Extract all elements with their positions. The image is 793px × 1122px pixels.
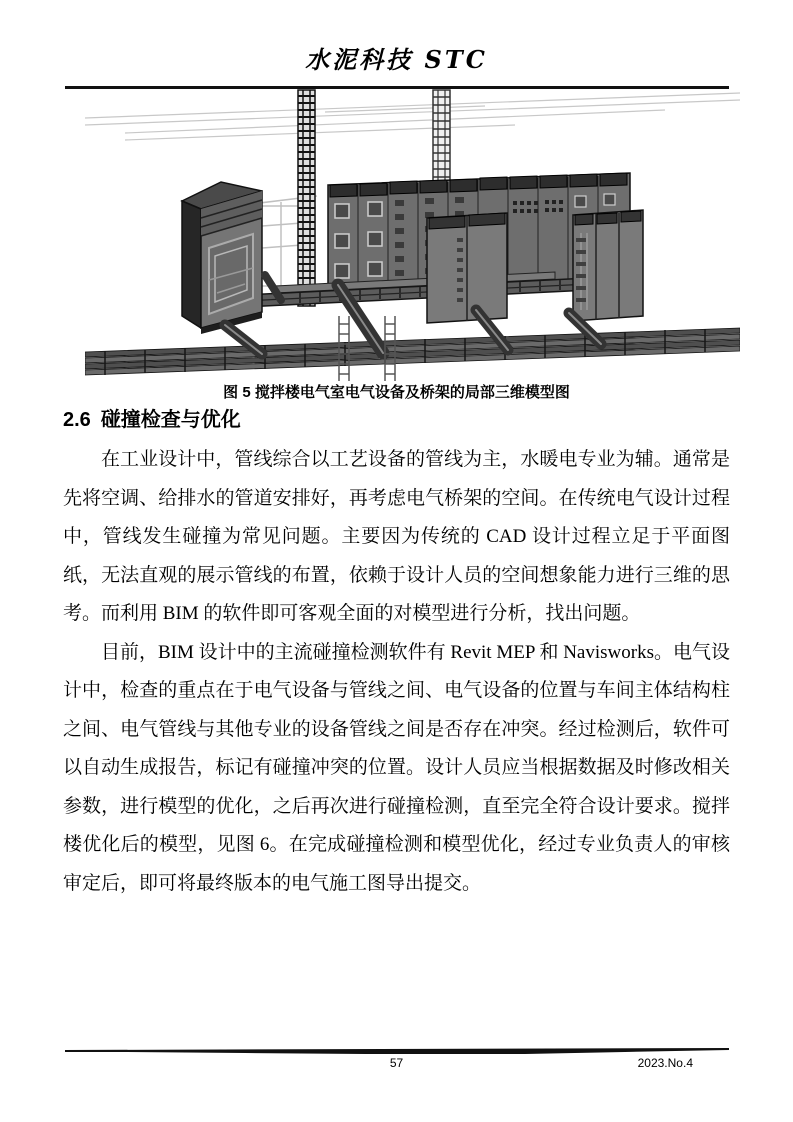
paragraph-2: 目前，BIM 设计中的主流碰撞检测软件有 Revit MEP 和 Navisworks。电气设计中，检查的重点在于电气设备与管线之间、电气设备的位置与车间主体结构柱之间、电气管线与其他专业的设备管线之间是否存在冲突。经过检测后，软件可以自动生成报告，标记有碰撞冲突的位置。设计人员应当根据数据及时修改相关参数，进行模型的优化，之后再次进行碰撞检测，直至完全符合设计要求。搅拌楼优化后的模型，见图 6。在完成碰撞检测和模型优化，经过专业负责人的审核审定后，即可将最终版本的电气施工图导出提交。 xyxy=(63,641,730,894)
front-cabinet-group-center xyxy=(427,213,507,323)
footer-issue: 2023.No.4 xyxy=(637,1056,693,1070)
figure-3d-model-svg xyxy=(85,88,740,383)
section-title: 碰撞检查与优化 xyxy=(100,409,241,431)
body-text xyxy=(63,441,730,903)
electrical-room-box xyxy=(182,182,262,334)
cable-ladder-tower-1 xyxy=(298,90,315,306)
paragraph-1: 在工业设计中，管线综合以工艺设备的管线为主，水暖电专业为辅。通常是先将空调、给排水的管道安排好，再考虑电气桥架的空间。在传统电气设计过程中，管线发生碰撞为常见问题。主要因为传统的 CAD 设计过程立足于平面图纸，无法直观的展示管线的布置，依赖于设计人员的空间想象能力进行三维的思考。而利用 BIM 的软件即可客观全面的对模型进行分析，找出问题。 xyxy=(63,449,730,624)
bottom-cable-tray-bundle xyxy=(85,328,740,375)
figure-caption: 图 5 搅拌楼电气室电气设备及桥架的局部三维模型图 xyxy=(223,384,570,401)
section-number: 2.6 xyxy=(63,409,91,431)
footer-rule xyxy=(65,1046,729,1056)
footer-page-number: 57 xyxy=(389,1056,404,1070)
journal-title: 水泥科技 STC xyxy=(305,45,488,74)
section-heading xyxy=(63,403,241,432)
front-cabinet-group-right xyxy=(573,210,643,321)
cable-ladder-tower-2 xyxy=(433,90,450,185)
figure-3d-model xyxy=(85,88,740,383)
background-roof-lines xyxy=(85,93,740,140)
